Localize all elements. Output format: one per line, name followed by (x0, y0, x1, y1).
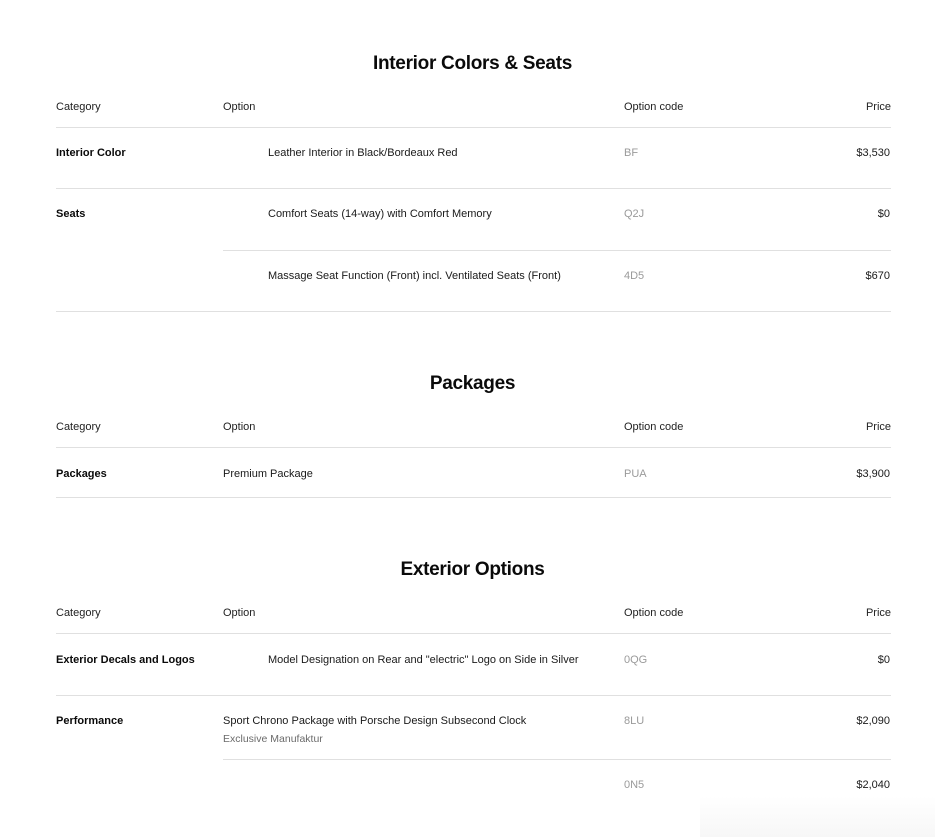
row-option: Massage Seat Function (Front) incl. Ventilated Seats (Front) (268, 270, 561, 282)
header-option: Option (223, 101, 256, 113)
divider (223, 759, 891, 760)
divider (56, 447, 891, 448)
table-header-packages (56, 420, 891, 440)
divider (56, 127, 891, 128)
header-category: Category (56, 101, 101, 113)
row-option: Premium Package (223, 468, 313, 480)
header-option-code: Option code (624, 421, 684, 433)
row-option-code: Q2J (624, 208, 645, 220)
row-option-code: 8LU (624, 715, 645, 727)
row-category: Interior Color (56, 147, 126, 159)
row-option-code: 0N5 (624, 779, 645, 791)
header-category: Category (56, 607, 101, 619)
section-title-exterior: Exterior Options (400, 559, 545, 580)
row-option-subtitle: Exclusive Manufaktur (223, 733, 323, 745)
row-option-code: 0QG (624, 654, 648, 666)
row-option-code: 4D5 (624, 270, 645, 282)
header-price: Price (865, 607, 891, 619)
row-price: $670 (865, 270, 890, 282)
row-price: $2,090 (856, 715, 890, 727)
row-category: Exterior Decals and Logos (56, 654, 195, 666)
header-price: Price (865, 421, 891, 433)
table-header-interior (56, 100, 891, 120)
row-category: Packages (56, 468, 107, 480)
header-price: Price (865, 101, 891, 113)
row-option: Comfort Seats (14-way) with Comfort Memory (268, 208, 492, 220)
divider (223, 250, 891, 251)
row-option: Leather Interior in Black/Bordeaux Red (268, 147, 458, 159)
divider (56, 311, 891, 312)
row-price: $0 (877, 654, 890, 666)
table-header-exterior (56, 606, 891, 626)
header-option-code: Option code (624, 607, 684, 619)
header-category: Category (56, 421, 101, 433)
row-price: $3,900 (856, 468, 890, 480)
divider (56, 497, 891, 498)
scroll-fade (700, 796, 935, 837)
row-option-code: BF (624, 147, 639, 159)
row-category: Performance (56, 715, 124, 727)
row-price: $2,040 (856, 779, 890, 791)
header-option: Option (223, 421, 256, 433)
section-title-packages: Packages (429, 373, 516, 394)
divider (56, 695, 891, 696)
row-category: Seats (56, 208, 86, 220)
row-price: $3,530 (856, 147, 890, 159)
row-option: Model Designation on Rear and "electric" Logo on Side in Silver (268, 654, 579, 666)
row-price: $0 (877, 208, 890, 220)
header-option: Option (223, 607, 256, 619)
row-option-code: PUA (624, 468, 647, 480)
header-option-code: Option code (624, 101, 684, 113)
row-option: Sport Chrono Package with Porsche Design Subsecond Clock (223, 715, 527, 727)
divider (56, 633, 891, 634)
divider (56, 188, 891, 189)
section-title-interior: Interior Colors & Seats (373, 53, 572, 74)
